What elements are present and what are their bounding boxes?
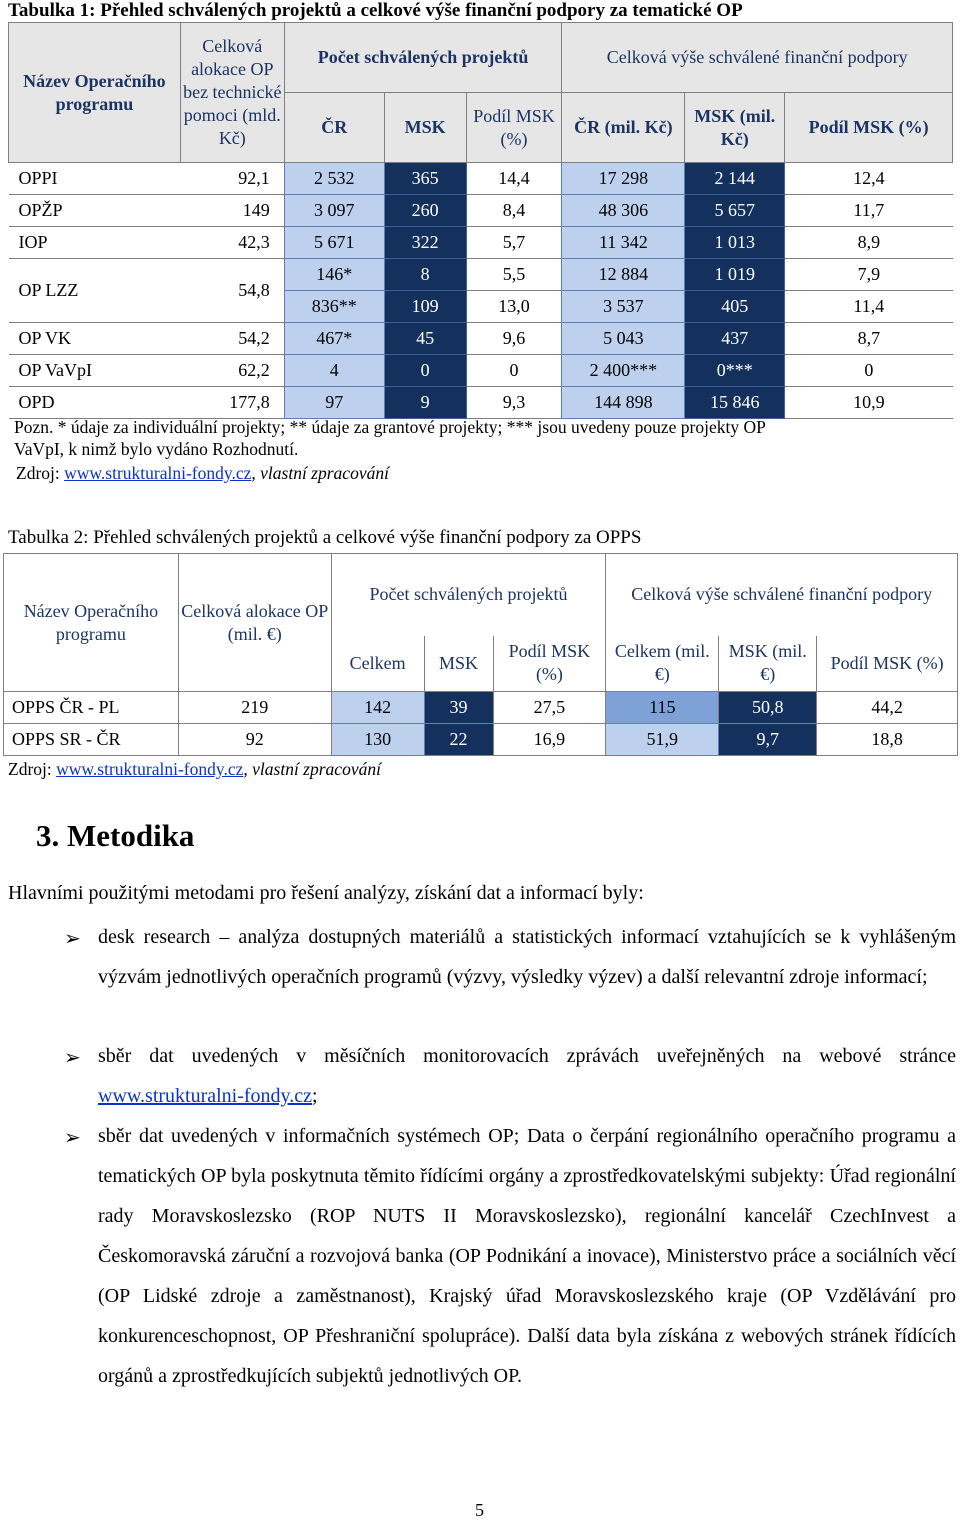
- t2-cell-alloc: 92: [178, 724, 331, 756]
- t1-cell-share: 13,0: [466, 291, 562, 323]
- table-row: [9, 259, 953, 291]
- table-row: [9, 387, 953, 419]
- source-suffix: , vlastní zpracování: [243, 759, 381, 779]
- arrow-bullet-icon: ➢: [64, 1045, 81, 1069]
- section-heading: 3. Metodika: [36, 818, 195, 853]
- t1-cell-cr: 4: [284, 355, 384, 387]
- source-label: Zdroj:: [8, 759, 52, 779]
- section-intro: Hlavními použitými metodami pro řešení analýzy, získání dat a informací byly:: [8, 882, 644, 904]
- t1-cell-cr: 97: [284, 387, 384, 419]
- t2-cell-alloc: 219: [178, 692, 331, 724]
- source-link[interactable]: www.strukturalni-fondy.cz: [56, 759, 244, 779]
- t1-cell-support-msk: 1 013: [685, 227, 785, 259]
- t1-cell-support-cr: 144 898: [562, 387, 685, 419]
- t1-header-support-msk: MSK (mil. Kč): [685, 93, 785, 163]
- t1-cell-name: OPPI: [9, 163, 181, 195]
- t2-header-count-total: Celkem: [331, 636, 424, 692]
- t1-cell-support-share: 7,9: [785, 259, 953, 291]
- t1-cell-cr: 3 097: [284, 195, 384, 227]
- t2-cell-support-share: 44,2: [817, 692, 958, 724]
- t1-header-count-share: Podíl MSK (%): [466, 93, 562, 163]
- table1-note: [14, 416, 766, 460]
- t1-cell-alloc: 149: [180, 195, 284, 227]
- t1-cell-name: OP VaVpI: [9, 355, 181, 387]
- page-number: 5: [475, 1500, 484, 1520]
- t1-cell-msk: 365: [384, 163, 466, 195]
- table-row: [9, 163, 953, 195]
- source-suffix: , vlastní zpracování: [251, 463, 389, 483]
- t2-header-support-msk: MSK (mil. €): [719, 636, 817, 692]
- t1-cell-support-msk: 0***: [685, 355, 785, 387]
- table1: [8, 22, 953, 419]
- t1-cell-support-share: 0: [785, 355, 953, 387]
- t2-cell-support-total: 51,9: [606, 724, 719, 756]
- t2-cell-msk: 39: [424, 692, 493, 724]
- t1-cell-name: IOP: [9, 227, 181, 259]
- table-row: [9, 195, 953, 227]
- t1-cell-msk: 45: [384, 323, 466, 355]
- source-label: Zdroj:: [16, 463, 60, 483]
- t2-header-count-group: Počet schválených projektů: [331, 554, 606, 636]
- t1-cell-support-share: 8,7: [785, 323, 953, 355]
- t1-cell-alloc: 54,8: [180, 259, 284, 323]
- t2-cell-support-msk: 50,8: [719, 692, 817, 724]
- t1-cell-cr: 836**: [284, 291, 384, 323]
- t1-cell-name: OP LZZ: [9, 259, 181, 323]
- table1-caption: Tabulka 1: Přehled schválených projektů a celkové výše finanční podpory za tematické OP: [8, 0, 743, 21]
- t2-cell-total: 142: [331, 692, 424, 724]
- table-row: [9, 355, 953, 387]
- t1-cell-name: OPŽP: [9, 195, 181, 227]
- t1-cell-support-share: 11,4: [785, 291, 953, 323]
- bullet-item: [98, 917, 956, 997]
- t1-cell-alloc: 177,8: [180, 387, 284, 419]
- source-link[interactable]: www.strukturalni-fondy.cz: [64, 463, 252, 483]
- t2-header-name: Název Operačního programu: [4, 554, 179, 692]
- t1-cell-support-cr: 2 400***: [562, 355, 685, 387]
- table1-note-line2: VaVpI, k nimž bylo vydáno Rozhodnutí.: [14, 439, 299, 459]
- t1-cell-support-share: 8,9: [785, 227, 953, 259]
- t1-cell-support-msk: 1 019: [685, 259, 785, 291]
- t1-cell-alloc: 62,2: [180, 355, 284, 387]
- table2-caption: Tabulka 2: Přehled schválených projektů a celkové výše finanční podpory za OPPS: [8, 527, 642, 548]
- t1-header-allocation: Celková alokace OP bez technické pomoci (mld. Kč): [180, 23, 284, 163]
- table2-source: [8, 759, 381, 780]
- t2-cell-support-total: 115: [606, 692, 719, 724]
- t2-cell-msk: 22: [424, 724, 493, 756]
- table-row: [9, 323, 953, 355]
- t1-cell-support-share: 12,4: [785, 163, 953, 195]
- bullet-item: [98, 1116, 956, 1396]
- t1-cell-share: 9,3: [466, 387, 562, 419]
- t2-cell-support-share: 18,8: [817, 724, 958, 756]
- bullet-text: sběr dat uvedených v informačních systémech OP; Data o čerpání regionálního operačního programu a tematických OP byla poskytnuta těmito řídícími orgány a zprostředkovatelskými subjekty: Úřad regionální rady Moravskoslezsko (ROP NUTS II Moravskoslezsko), regionální kancelář CzechInvest a Českomoravská záruční a rozvojová banka (OP Podnikání a inovace), Ministerstvo práce a sociálních věcí (OP Lidské zdroje a zaměstnanost), Krajský úřad Moravskoslezského kraje (OP Vzdělávání pro konkurenceschopnost, OP Přeshraniční spolupráce). Další data byla získána z webových stránek řídících orgánů a zprostředkujících subjektů jednotlivých OP.: [98, 1125, 956, 1387]
- t1-cell-support-msk: 405: [685, 291, 785, 323]
- t1-cell-support-msk: 437: [685, 323, 785, 355]
- t1-cell-cr: 146*: [284, 259, 384, 291]
- t1-cell-support-cr: 11 342: [562, 227, 685, 259]
- t1-cell-support-cr: 48 306: [562, 195, 685, 227]
- t1-cell-share: 5,5: [466, 259, 562, 291]
- t1-header-count-msk: MSK: [384, 93, 466, 163]
- table1-note-line1: Pozn. * údaje za individuální projekty; ** údaje za grantové projekty; *** jsou uvedeny pouze projekty OP: [14, 417, 766, 437]
- t2-header-count-share: Podíl MSK (%): [493, 636, 606, 692]
- t1-cell-support-cr: 3 537: [562, 291, 685, 323]
- t1-cell-cr: 5 671: [284, 227, 384, 259]
- t1-header-support-share: Podíl MSK (%): [785, 93, 953, 163]
- t2-header-count-msk: MSK: [424, 636, 493, 692]
- t1-cell-name: OPD: [9, 387, 181, 419]
- t2-cell-share: 16,9: [493, 724, 606, 756]
- t1-cell-support-share: 11,7: [785, 195, 953, 227]
- table-row: [9, 227, 953, 259]
- t1-cell-support-share: 10,9: [785, 387, 953, 419]
- table-row: [4, 724, 958, 756]
- t1-cell-msk: 8: [384, 259, 466, 291]
- t2-cell-name: OPPS ČR - PL: [4, 692, 179, 724]
- t1-cell-support-cr: 5 043: [562, 323, 685, 355]
- t2-header-support-share: Podíl MSK (%): [817, 636, 958, 692]
- t1-cell-msk: 260: [384, 195, 466, 227]
- t1-cell-alloc: 54,2: [180, 323, 284, 355]
- t1-cell-cr: 2 532: [284, 163, 384, 195]
- t1-cell-cr: 467*: [284, 323, 384, 355]
- t1-header-name: Název Operačního programu: [9, 23, 181, 163]
- t1-cell-support-cr: 17 298: [562, 163, 685, 195]
- t1-cell-support-msk: 5 657: [685, 195, 785, 227]
- t2-cell-support-msk: 9,7: [719, 724, 817, 756]
- bullet-text: sběr dat uvedených v měsíčních monitorovacích zprávách uveřejněných na webové stránce: [98, 1045, 956, 1067]
- t1-cell-support-cr: 12 884: [562, 259, 685, 291]
- t2-header-support-group: Celková výše schválené finanční podpory: [606, 554, 958, 636]
- t2-header-support-total: Celkem (mil. €): [606, 636, 719, 692]
- t1-cell-alloc: 92,1: [180, 163, 284, 195]
- t1-header-support-group: Celková výše schválené finanční podpory: [562, 23, 953, 93]
- t1-cell-support-msk: 15 846: [685, 387, 785, 419]
- t1-cell-msk: 0: [384, 355, 466, 387]
- t1-cell-msk: 9: [384, 387, 466, 419]
- t1-cell-alloc: 42,3: [180, 227, 284, 259]
- t1-header-support-cr: ČR (mil. Kč): [562, 93, 685, 163]
- bullet-item: [98, 1036, 956, 1116]
- t1-header-count-cr: ČR: [284, 93, 384, 163]
- t1-cell-msk: 322: [384, 227, 466, 259]
- t2-cell-total: 130: [331, 724, 424, 756]
- t2-cell-share: 27,5: [493, 692, 606, 724]
- t1-cell-share: 5,7: [466, 227, 562, 259]
- arrow-bullet-icon: ➢: [64, 926, 81, 950]
- t2-header-allocation: Celková alokace OP (mil. €): [178, 554, 331, 692]
- t1-cell-share: 0: [466, 355, 562, 387]
- t1-cell-share: 9,6: [466, 323, 562, 355]
- table2: [3, 553, 958, 756]
- bullet-link[interactable]: www.strukturalni-fondy.cz: [98, 1085, 313, 1107]
- bullet-text: desk research – analýza dostupných materiálů a statistických informací vztahujících se k vyhlášeným výzvám jednotlivých operačních programů (výzvy, výsledky výzev) a další relevantní zdroje informací;: [98, 926, 956, 988]
- arrow-bullet-icon: ➢: [64, 1125, 81, 1149]
- t1-cell-support-msk: 2 144: [685, 163, 785, 195]
- bullet-suffix: ;: [312, 1085, 318, 1107]
- table-row: [4, 692, 958, 724]
- t1-cell-name: OP VK: [9, 323, 181, 355]
- t1-cell-share: 8,4: [466, 195, 562, 227]
- t2-cell-name: OPPS SR - ČR: [4, 724, 179, 756]
- t1-header-count-group: Počet schválených projektů: [284, 23, 562, 93]
- table1-source: [16, 463, 389, 484]
- t1-cell-share: 14,4: [466, 163, 562, 195]
- t1-cell-msk: 109: [384, 291, 466, 323]
